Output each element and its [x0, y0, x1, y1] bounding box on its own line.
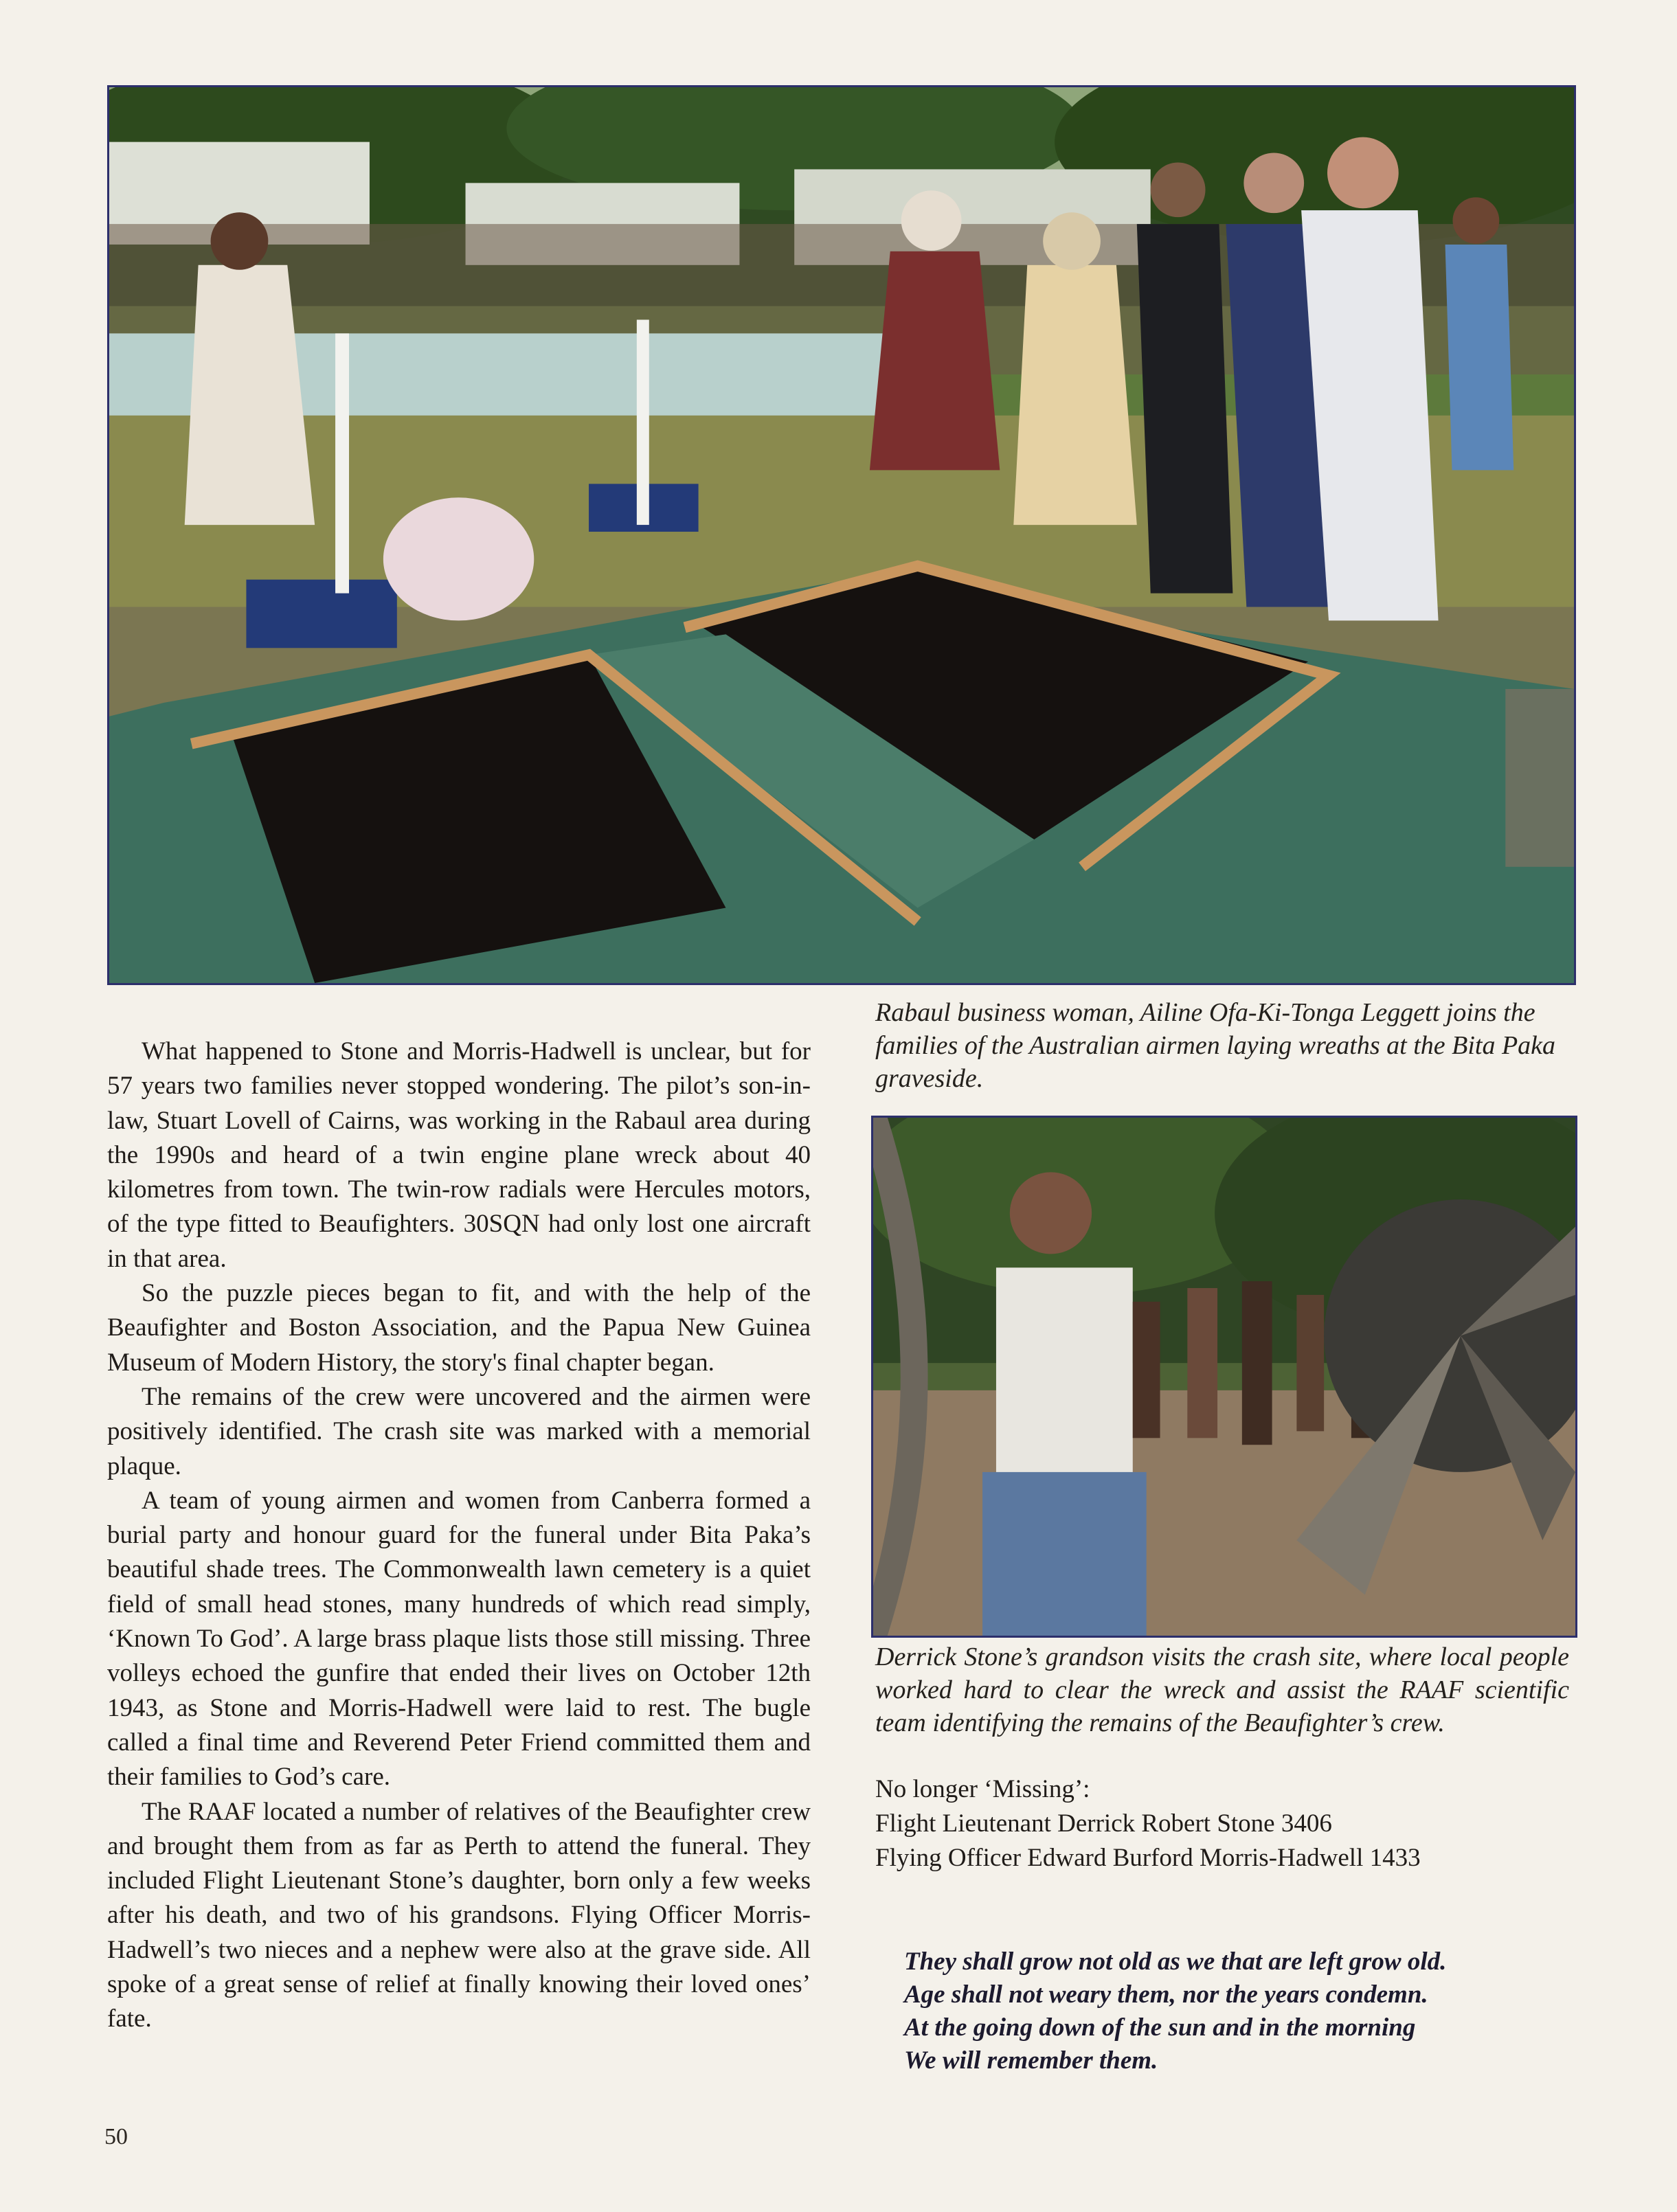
graveside-photo [107, 85, 1576, 985]
article-paragraph: A team of young airmen and women from Canberra formed a burial party and honour guard for the funeral under Bita Paka’s beautiful shade trees. The Commonwealth lawn cemetery is a quiet field of small head stones, many hundreds of which read simply, ‘Known To God’. A large brass plaque lists those still missing. Three volleys echoed the gunfire that ended their lives on October 12th 1943, as Stone and Morris-Hadwell were laid to rest. The bugle called a final time and Reverend Peter Friend committed them and their families to God’s care. [107, 1486, 811, 1792]
page-number: 50 [104, 2124, 128, 2149]
article-paragraph: The RAAF located a number of relatives of the Beaufighter crew and brought them from as far as Perth to attend the funeral. They included Flight Lieutenant Stone’s daughter, born only a few weeks after his death, and two of his grandsons. Flying Officer Morris-Hadwell’s two nieces and a nephew were also at the grave side. All spoke of a great sense of relief at finally knowing their loved ones’ fate. [107, 1797, 811, 2033]
graveside-photo-caption: Rabaul business woman, Ailine Ofa-Ki-Tonga Leggett joins the families of the Australian airmen laying wreaths at the Bita Paka graveside. [875, 998, 1556, 1093]
article-paragraph: What happened to Stone and Morris-Hadwell is unclear, but for 57 years two families never stopped wondering. The pilot’s son-in-law, Stuart Lovell of Cairns, was working in the Rabaul area during the 1990s and heard of a twin engine plane wreck about 40 kilometres from town. The twin-row radials were Hercules motors, of the type fitted to Beaufighters. 30SQN had only lost one aircraft in that area. [107, 1037, 811, 1273]
crash-site-photo-caption: Derrick Stone’s grandson visits the crash site, where local people worked hard to clear the wreck and assist the RAAF scientific team identifying the remains of the Beaufighter’s crew. [875, 1643, 1569, 1737]
poem-line: At the going down of the sun and in the morning [904, 2013, 1416, 2042]
poem-line: We will remember them. [904, 2046, 1158, 2075]
poem-line: They shall grow not old as we that are left grow old. [904, 1948, 1447, 1976]
poem-line: Age shall not weary them, nor the years condemn. [904, 1980, 1428, 2009]
missing-name: Flight Lieutenant Derrick Robert Stone 3406 [875, 1809, 1332, 1838]
crash-site-photo [871, 1116, 1577, 1638]
article-paragraph: So the puzzle pieces began to fit, and with the help of the Beaufighter and Boston Association, and the Papua New Guinea Museum of Modern History, the story's final chapter began. [107, 1279, 811, 1377]
article-body [107, 1035, 811, 2037]
missing-list [875, 1772, 1569, 1875]
missing-name: Flying Officer Edward Burford Morris-Hadwell 1433 [875, 1844, 1421, 1872]
graveside-photo-image [109, 87, 1574, 983]
article-paragraph: The remains of the crew were uncovered and the airmen were positively identified. The crash site was marked with a memorial plaque. [107, 1382, 811, 1480]
ode-of-remembrance [904, 1945, 1550, 2077]
missing-heading: No longer ‘Missing’: [875, 1775, 1090, 1803]
crash-site-photo-image [873, 1118, 1575, 1636]
